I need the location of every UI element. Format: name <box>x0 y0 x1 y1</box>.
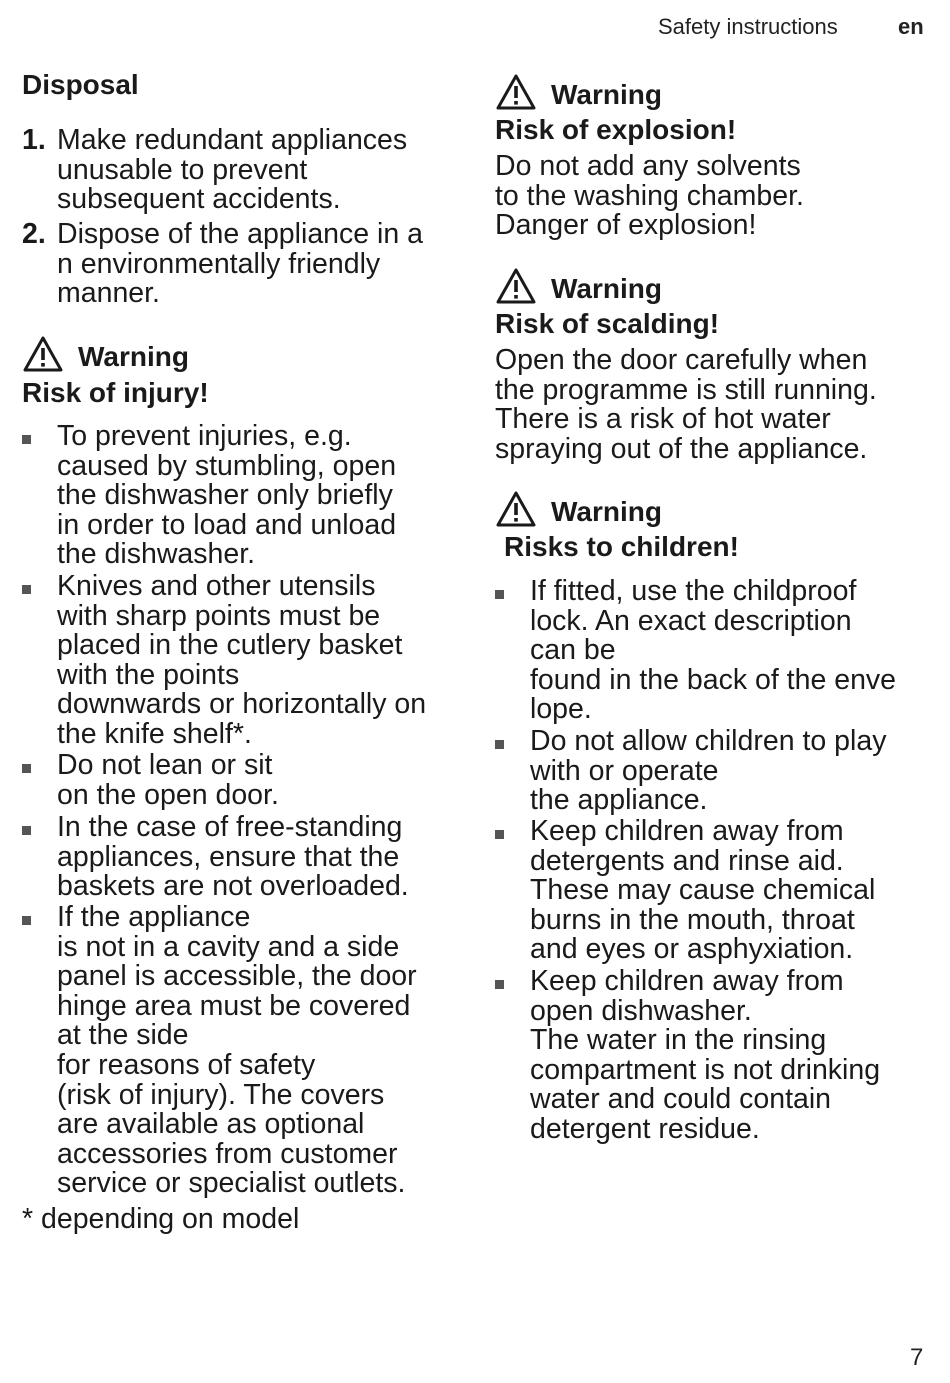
warning-title: Risk of injury! <box>22 377 209 408</box>
warning-header <box>495 72 662 112</box>
warning-title: Risk of explosion! <box>495 114 737 145</box>
disposal-heading: Disposal <box>22 69 139 100</box>
list-item-text: Keep children away from detergents and rinse aid. These may cause chemical burns in the mouth, throat and eyes or asphyxiation. <box>530 815 876 966</box>
bullet-square-icon <box>22 764 31 773</box>
warning-label: Warning <box>551 496 662 527</box>
list-item-text: Do not allow children to play with or operate the appliance. <box>530 725 887 817</box>
bullet-square-icon <box>22 435 31 444</box>
warning-title: Risk of scalding! <box>495 308 720 339</box>
warning-header <box>495 266 662 306</box>
step-number: 2. <box>22 218 46 250</box>
bullet-square-icon <box>495 830 504 839</box>
warning-label: Warning <box>78 341 189 372</box>
warning-title: Risks to children! <box>504 531 739 562</box>
warning-header <box>495 489 662 529</box>
list-item-text: To prevent injuries, e.g. caused by stumbling, open the dishwasher only briefly in order to load and unload the dishwasher. <box>57 420 397 571</box>
list-item-text: Do not lean or sit on the open door. <box>57 749 279 811</box>
warning-text: Do not add any solvents to the washing chamber. Danger of explosion! <box>495 150 804 242</box>
bullet-square-icon <box>495 980 504 989</box>
warning-label: Warning <box>551 273 662 304</box>
bullet-square-icon <box>22 916 31 925</box>
step-number: 1. <box>22 124 46 156</box>
warning-triangle-icon <box>495 490 537 528</box>
bullet-square-icon <box>22 826 31 835</box>
list-item-text: If the appliance is not in a cavity and a side panel is accessible, the door hinge area must be covered at the side for reasons of safety (risk of injury). The covers are available as optional accessories from customer service or specialist outlets. <box>57 901 417 1200</box>
header-language-code: en <box>898 14 924 39</box>
warning-triangle-icon <box>22 335 64 373</box>
bullet-square-icon <box>22 585 31 594</box>
header-section-title: Safety instructions <box>658 14 838 39</box>
warning-triangle-icon <box>495 267 537 305</box>
warning-text: Open the door carefully when the programme is still running. There is a risk of hot water spraying out of the appliance. <box>495 344 877 465</box>
list-item-text: Knives and other utensils with sharp points must be placed in the cutlery basket with the points downwards or horizontally on the knife shelf*. <box>57 570 427 750</box>
list-item-text: In the case of free-standing appliances, ensure that the baskets are not overloaded. <box>57 811 409 903</box>
list-item-text: Keep children away from open dishwasher. The water in the rinsing compartment is not drinking water and could contain detergent residue. <box>530 965 881 1145</box>
bullet-square-icon <box>495 740 504 749</box>
warning-label: Warning <box>551 79 662 110</box>
page-number: 7 <box>910 1344 924 1371</box>
step-text: Dispose of the appliance in a n environmentally friendly manner. <box>57 218 423 310</box>
list-item-text: If fitted, use the childproof lock. An exact description can be found in the back of the enve lope. <box>530 575 897 726</box>
footnote: * depending on model <box>22 1203 300 1235</box>
bullet-square-icon <box>495 590 504 599</box>
step-text: Make redundant appliances unusable to prevent subsequent accidents. <box>57 124 408 216</box>
warning-header <box>22 334 189 374</box>
warning-triangle-icon <box>495 73 537 111</box>
